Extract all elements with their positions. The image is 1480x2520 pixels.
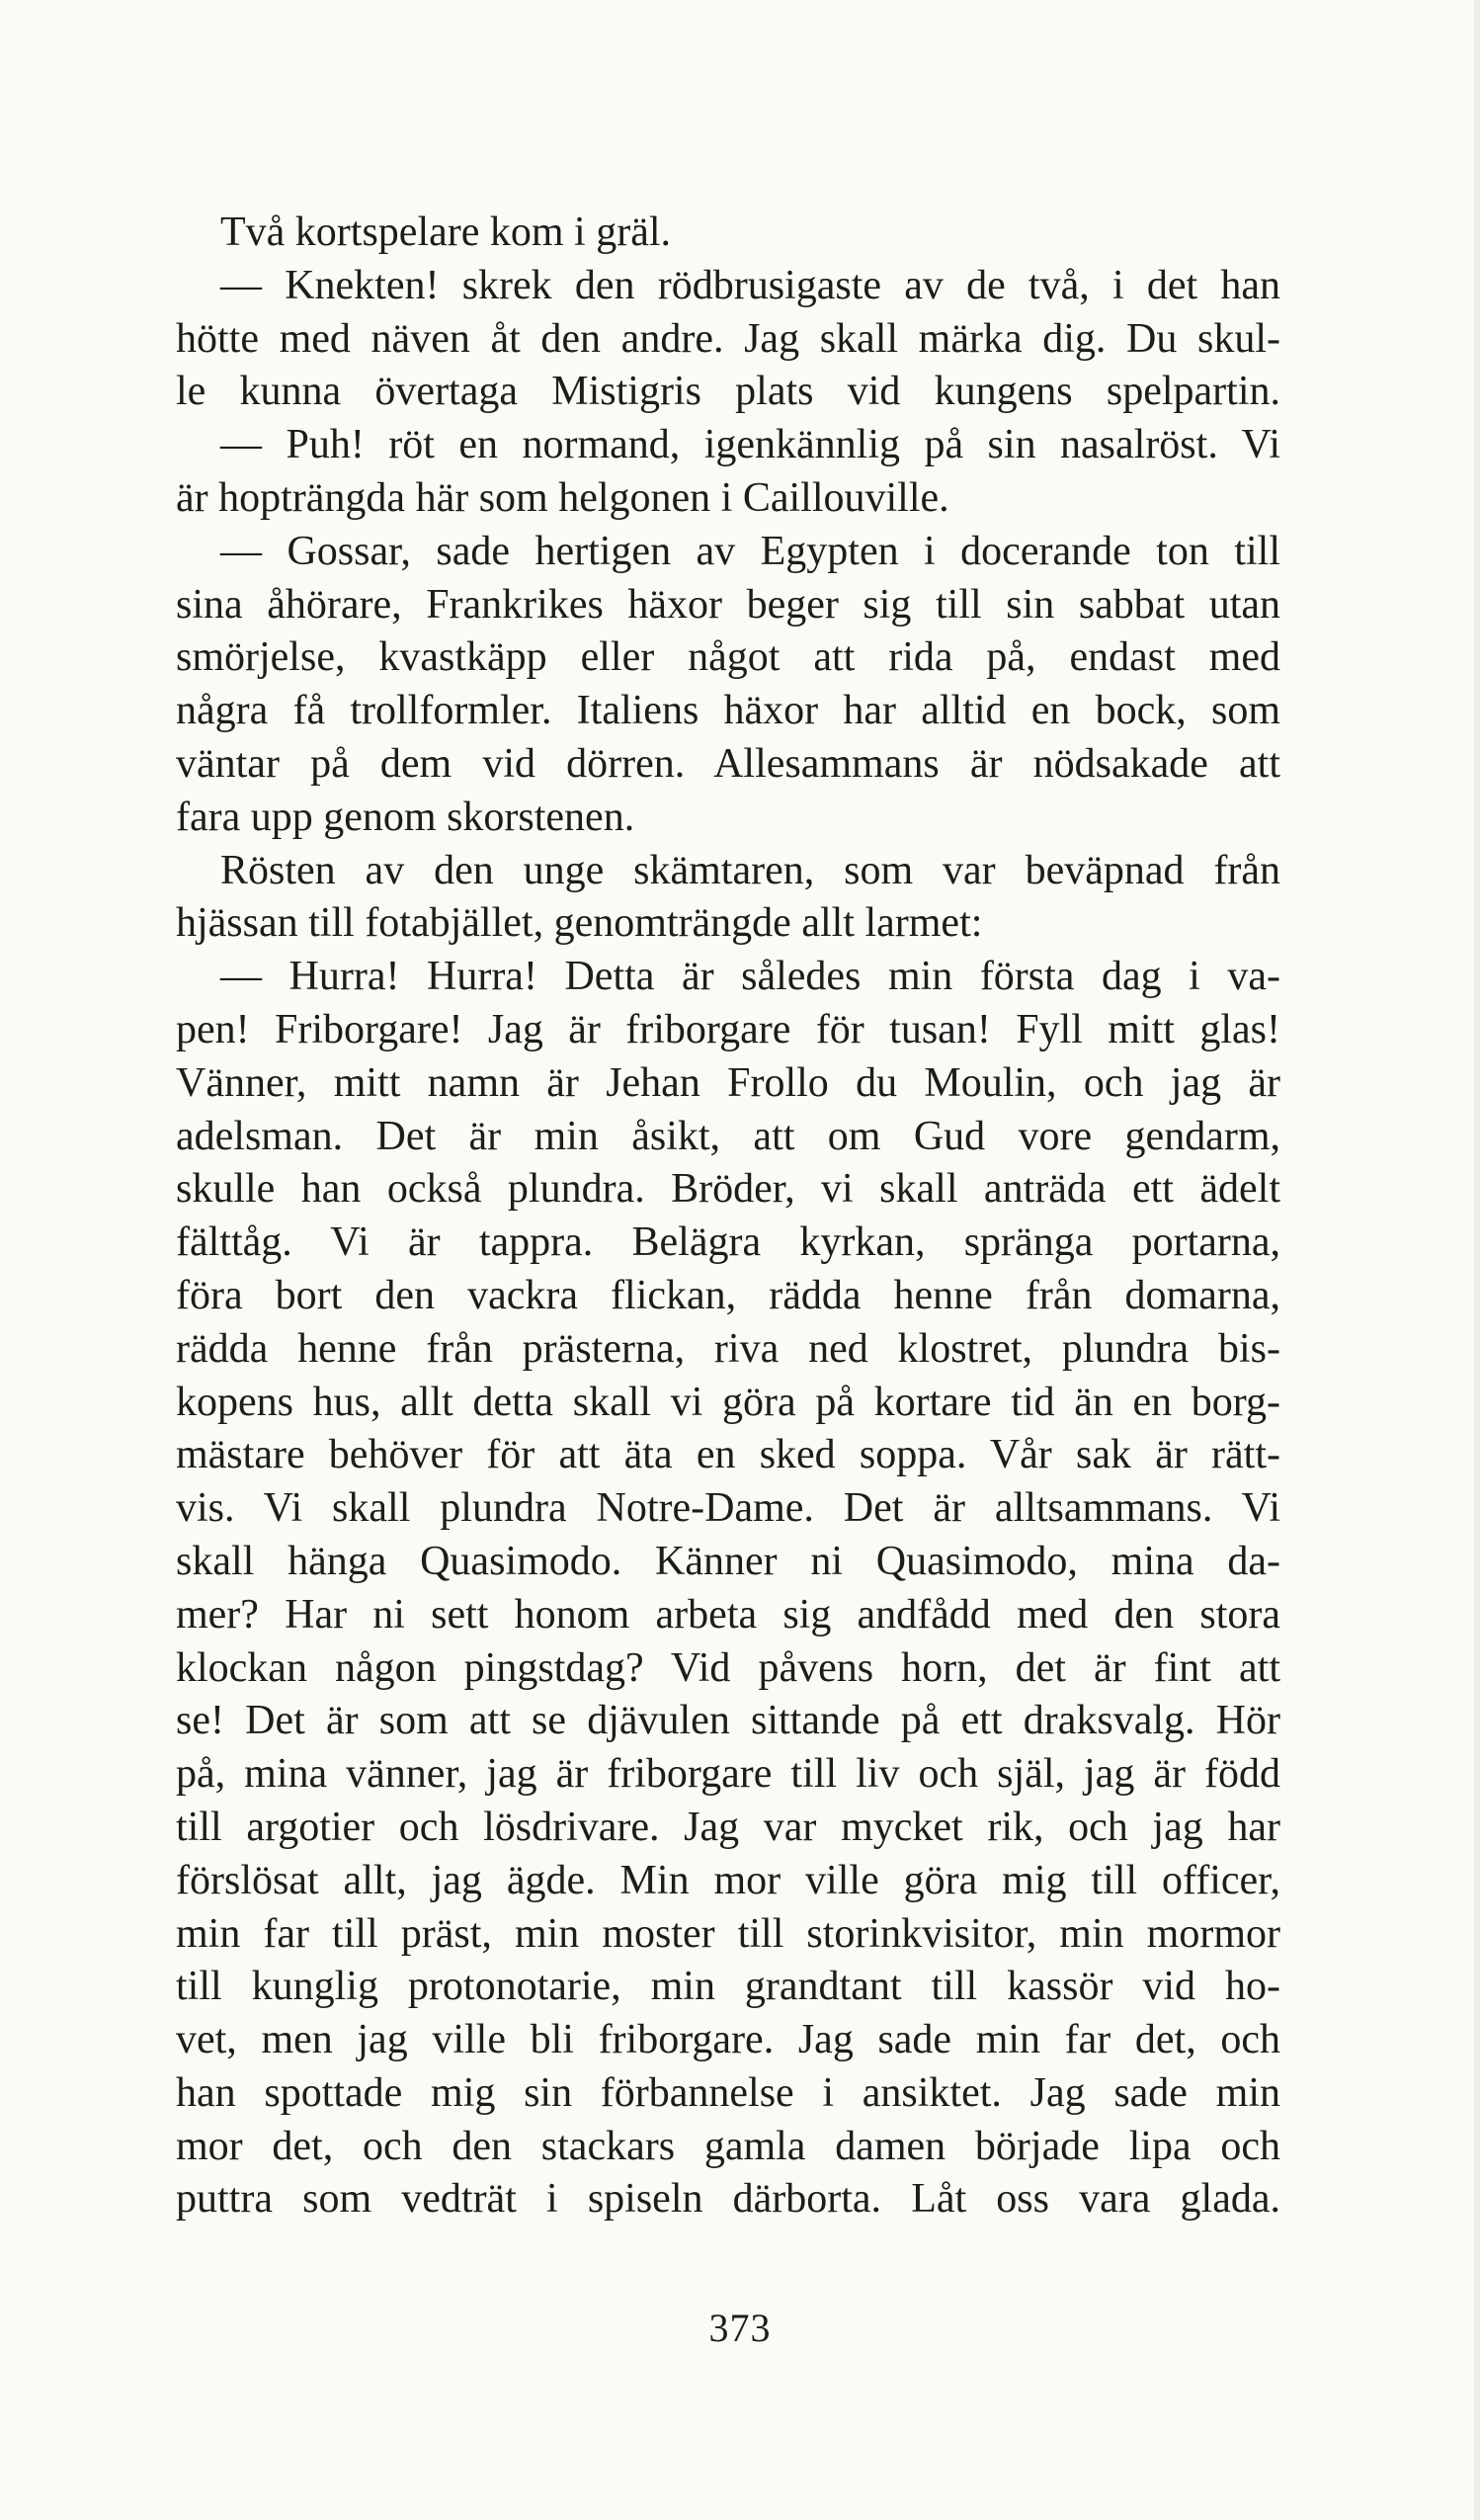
text-line: skulle han också plundra. Bröder, vi skall anträda ett ädelt bbox=[176, 1166, 1280, 1213]
text-line: — Puh! röt en normand, igenkännlig på sin nasalröst. Vi bbox=[220, 422, 1280, 468]
text-line: kopens hus, allt detta skall vi göra på kortare tid än en borg- bbox=[176, 1379, 1280, 1425]
text-line: — Hurra! Hurra! Detta är således min första dag i va- bbox=[220, 954, 1280, 1000]
text-line: mor det, och den stackars gamla damen började lipa och bbox=[176, 2123, 1280, 2169]
text-line: klockan någon pingstdag? Vid påvens horn, det är fint att bbox=[176, 1644, 1280, 1691]
text-line: till argotier och lösdrivare. Jag var mycket rik, och jag har bbox=[176, 1804, 1280, 1850]
text-line: — Knekten! skrek den rödbrusigaste av de två, i det han bbox=[220, 262, 1280, 308]
text-line: le kunna övertaga Mistigris plats vid kungens spelpartin. bbox=[176, 369, 1280, 415]
text-line: Två kortspelare kom i gräl. bbox=[220, 210, 672, 255]
text-line: på, mina vänner, jag är friborgare till liv och själ, jag är född bbox=[176, 1751, 1280, 1798]
text-line: förslösat allt, jag ägde. Min mor ville göra mig till officer, bbox=[176, 1857, 1280, 1903]
text-line: föra bort den vackra flickan, rädda henne från domarna, bbox=[176, 1272, 1280, 1318]
text-line: Rösten av den unge skämtaren, som var beväpnad från bbox=[220, 847, 1280, 893]
text-line: — Gossar, sade hertigen av Egypten i docerande ton till bbox=[220, 528, 1280, 574]
text-line: smörjelse, kvastkäpp eller något att rida på, endast med bbox=[176, 634, 1280, 681]
text-line: fara upp genom skorstenen. bbox=[176, 794, 635, 840]
text-line: Vänner, mitt namn är Jehan Frollo du Moulin, och jag är bbox=[176, 1059, 1280, 1106]
text-line: vet, men jag ville bli friborgare. Jag sade min far det, och bbox=[176, 2017, 1280, 2063]
text-line: rädda henne från prästerna, riva ned klostret, plundra bis- bbox=[176, 1325, 1280, 1372]
text-line: min far till präst, min moster till storinkvisitor, min mormor bbox=[176, 1910, 1280, 1957]
text-line: vis. Vi skall plundra Notre-Dame. Det är alltsammans. Vi bbox=[176, 1485, 1280, 1532]
page-edge-shadow bbox=[1474, 0, 1480, 2520]
text-line: skall hänga Quasimodo. Känner ni Quasimodo, mina da- bbox=[176, 1538, 1280, 1584]
text-line: pen! Friborgare! Jag är friborgare för tusan! Fyll mitt glas! bbox=[176, 1006, 1280, 1052]
text-line: mer? Har ni sett honom arbeta sig andfådd med den stora bbox=[176, 1591, 1280, 1638]
text-line: adelsman. Det är min åsikt, att om Gud vore gendarm, bbox=[176, 1113, 1280, 1159]
text-line: se! Det är som att se djävulen sittande på ett draksvalg. Hör bbox=[176, 1698, 1280, 1744]
text-line: väntar på dem vid dörren. Allesammans är nödsakade att bbox=[176, 740, 1280, 787]
text-line: hötte med näven åt den andre. Jag skall märka dig. Du skul- bbox=[176, 315, 1280, 362]
text-line: mästare behöver för att äta en sked soppa. Vår sak är rätt- bbox=[176, 1432, 1280, 1478]
text-line: hjässan till fotabjället, genomträngde allt larmet: bbox=[176, 900, 983, 947]
text-line: sina åhörare, Frankrikes häxor beger sig till sin sabbat utan bbox=[176, 581, 1280, 628]
text-line: är hopträngda här som helgonen i Caillouville. bbox=[176, 474, 949, 521]
page-number: 373 bbox=[708, 2306, 772, 2350]
text-line: han spottade mig sin förbannelse i ansiktet. Jag sade min bbox=[176, 2069, 1280, 2116]
text-line: några få trollformler. Italiens häxor har alltid en bock, som bbox=[176, 688, 1280, 734]
text-line: till kunglig protonotarie, min grandtant till kassör vid ho- bbox=[176, 1964, 1280, 2010]
text-line: fälttåg. Vi är tappra. Belägra kyrkan, spränga portarna, bbox=[176, 1219, 1280, 1266]
text-line: puttra som vedträt i spiseln därborta. Låt oss vara glada. bbox=[176, 2176, 1280, 2223]
body-text bbox=[176, 207, 1280, 2226]
